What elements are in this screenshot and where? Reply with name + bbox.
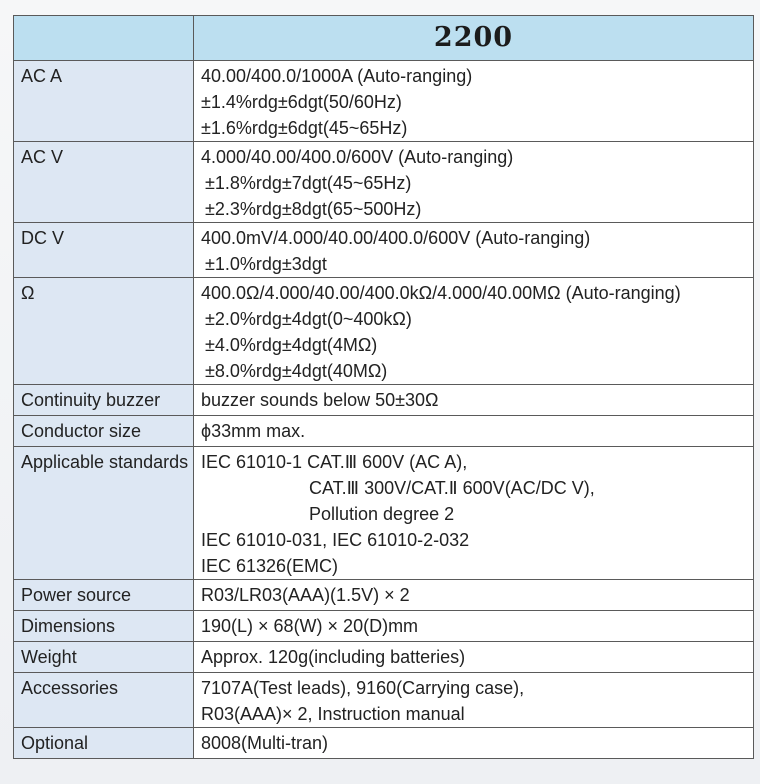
table-row — [14, 580, 754, 611]
value-line: R03/LR03(AAA)(1.5V) × 2 — [201, 585, 410, 605]
value-line: R03(AAA)× 2, Instruction manual — [201, 704, 465, 724]
row-label-dc-v: DC V — [14, 223, 194, 278]
row-label-dimensions: Dimensions — [14, 611, 194, 642]
row-label-ac-a: AC A — [14, 61, 194, 142]
row-value-ohm — [194, 278, 754, 385]
row-label-conductor-size: Conductor size — [14, 416, 194, 447]
value-line: CAT.Ⅲ 300V/CAT.Ⅱ 600V(AC/DC V), — [309, 478, 595, 498]
row-label-ohm: Ω — [14, 278, 194, 385]
row-label-standards: Applicable standards — [14, 447, 194, 580]
value-line: ±8.0%rdg±4dgt(40MΩ) — [205, 361, 388, 381]
value-line: ϕ33mm max. — [201, 421, 306, 441]
table-row — [14, 642, 754, 673]
row-label-continuity: Continuity buzzer — [14, 385, 194, 416]
table-row — [14, 142, 754, 223]
table-row — [14, 223, 754, 278]
value-line: 400.0mV/4.000/40.00/400.0/600V (Auto-ranging) — [201, 228, 591, 248]
value-line: 4.000/40.00/400.0/600V (Auto-ranging) — [201, 147, 514, 167]
table-row — [14, 61, 754, 142]
value-line: 40.00/400.0/1000A (Auto-ranging) — [201, 66, 473, 86]
value-line: Approx. 120g(including batteries) — [201, 647, 466, 667]
value-line: IEC 61326(EMC) — [201, 556, 339, 576]
value-line: ±1.4%rdg±6dgt(50/60Hz) — [201, 92, 402, 112]
value-line: 190(L) × 68(W) × 20(D)mm — [201, 616, 419, 636]
value-line: ±4.0%rdg±4dgt(4MΩ) — [205, 335, 378, 355]
row-value-optional — [194, 728, 754, 759]
row-label-ac-v: AC V — [14, 142, 194, 223]
table-row — [14, 728, 754, 759]
row-value-ac-v — [194, 142, 754, 223]
header-blank-cell — [14, 16, 194, 61]
value-line: ±1.6%rdg±6dgt(45~65Hz) — [201, 118, 408, 138]
value-line: IEC 61010-031, IEC 61010-2-032 — [201, 530, 470, 550]
row-value-continuity — [194, 385, 754, 416]
row-value-power-source — [194, 580, 754, 611]
value-line: buzzer sounds below 50±30Ω — [201, 390, 439, 410]
header-row — [14, 16, 754, 61]
row-value-standards — [194, 447, 754, 580]
value-line: 8008(Multi-tran) — [201, 733, 329, 753]
table-row — [14, 673, 754, 728]
value-line: ±2.3%rdg±8dgt(65~500Hz) — [205, 199, 422, 219]
value-line: Pollution degree 2 — [309, 504, 455, 524]
row-value-conductor-size — [194, 416, 754, 447]
table-row — [14, 416, 754, 447]
row-value-dc-v — [194, 223, 754, 278]
value-line: ±1.0%rdg±3dgt — [205, 254, 327, 274]
table-row — [14, 278, 754, 385]
row-label-weight: Weight — [14, 642, 194, 673]
row-value-ac-a — [194, 61, 754, 142]
value-line: ±1.8%rdg±7dgt(45~65Hz) — [205, 173, 412, 193]
table-row — [14, 385, 754, 416]
table-row — [14, 447, 754, 580]
row-value-weight — [194, 642, 754, 673]
value-line: ±2.0%rdg±4dgt(0~400kΩ) — [205, 309, 412, 329]
value-line: IEC 61010-1 CAT.Ⅲ 600V (AC A), — [201, 452, 468, 472]
model-number: 2200 — [194, 16, 754, 61]
spec-table — [13, 15, 754, 759]
row-label-accessories: Accessories — [14, 673, 194, 728]
value-line: 400.0Ω/4.000/40.00/400.0kΩ/4.000/40.00MΩ (Auto-ranging) — [201, 283, 681, 303]
table-row — [14, 611, 754, 642]
row-value-accessories — [194, 673, 754, 728]
row-label-power-source: Power source — [14, 580, 194, 611]
row-value-dimensions — [194, 611, 754, 642]
row-label-optional: Optional — [14, 728, 194, 759]
value-line: 7107A(Test leads), 9160(Carrying case), — [201, 678, 525, 698]
